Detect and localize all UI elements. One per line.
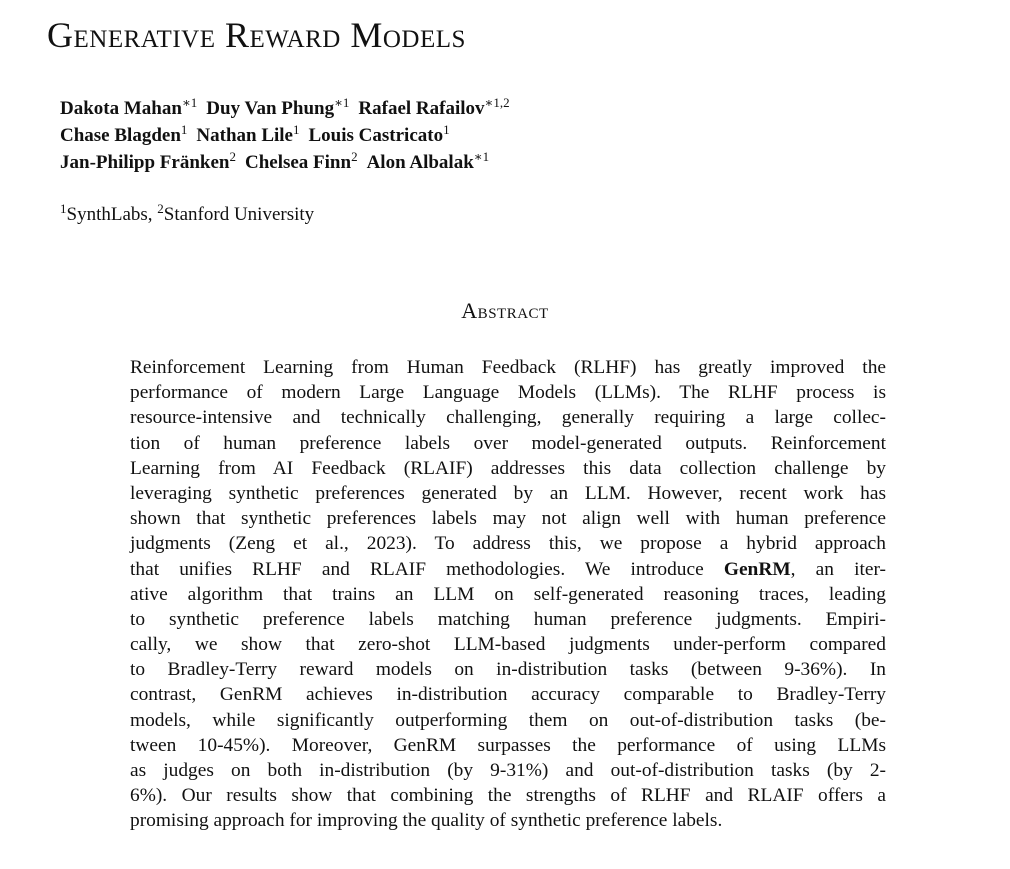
author-line	[60, 95, 519, 122]
author-name	[60, 149, 236, 173]
author-name	[366, 149, 490, 173]
author-affiliation-marker: 1	[443, 122, 450, 137]
author-line	[60, 122, 519, 149]
author-affiliation-marker: 1	[293, 122, 300, 137]
author-name	[196, 122, 300, 146]
author-name-text: Chase Blagden	[60, 125, 181, 146]
abstract-line: tween 10-45%). Moreover, GenRM surpasses the performance of using LLMs	[130, 734, 886, 756]
abstract-line: Learning from AI Feedback (RLAIF) addresses this data collection challenge by	[130, 457, 886, 479]
abstract-line: leveraging synthetic preferences generated by an LLM. However, recent work has	[130, 482, 886, 504]
author-name-text: Duy Van Phung	[206, 98, 335, 119]
author-name	[60, 122, 188, 146]
abstract-line: ative algorithm that trains an LLM on self-generated reasoning traces, leading	[130, 583, 886, 605]
author-affiliation-marker: ∗1	[181, 95, 198, 110]
method-name-emphasis: GenRM	[723, 558, 791, 580]
abstract-line: models, while significantly outperforming them on out-of-distribution tasks (be-	[130, 709, 886, 731]
author-affiliation-marker: 1	[180, 122, 188, 137]
author-name	[60, 95, 198, 119]
author-affiliation-marker: 2	[229, 149, 236, 164]
author-name-text: Jan-Philipp Fränken	[60, 152, 230, 173]
author-affiliation-marker: ∗1	[473, 149, 490, 164]
paper-title: Generative Reward Models	[47, 15, 466, 55]
abstract-line: contrast, GenRM achieves in-distribution accuracy comparable to Bradley-Terry	[130, 684, 886, 706]
affiliation-marker: 1	[60, 201, 67, 216]
author-affiliation-marker: ∗1	[334, 95, 350, 110]
affiliations: $^1$SynthLabs, $^2$Stanford University	[60, 201, 315, 225]
abstract-line: shown that synthetic preferences labels may not align well with human preference	[130, 508, 886, 530]
author-name-text: Alon Albalak	[366, 152, 474, 173]
abstract-line: that unifies RLHF and RLAIF methodologies. We introduce GenRM, an iter-	[130, 558, 886, 580]
abstract-line: as judges on both in-distribution (by 9-31%) and out-of-distribution tasks (by 2-	[130, 760, 886, 781]
author-name	[206, 95, 350, 119]
author-affiliation-marker: ∗1,2	[484, 95, 510, 110]
abstract-line: tion of human preference labels over model-generated outputs. Reinforcement	[130, 432, 886, 454]
author-name-text: Rafael Rafailov	[358, 98, 485, 119]
author-name	[358, 95, 510, 119]
affiliation-name: Stanford University	[163, 204, 315, 225]
abstract-line: promising approach for improving the quality of synthetic preference labels.	[130, 810, 723, 832]
abstract-line: Reinforcement Learning from Human Feedback (RLHF) has greatly improved the	[130, 357, 886, 378]
affiliation-marker: 2	[157, 201, 164, 216]
abstract-line: 6%). Our results show that combining the strengths of RLHF and RLAIF offers a	[130, 785, 886, 807]
abstract-line: to synthetic preference labels matching human preference judgments. Empiri-	[130, 608, 886, 630]
abstract-line: resource-intensive and technically challenging, generally requiring a large collec-	[130, 407, 886, 429]
author-name	[308, 122, 450, 146]
abstract-line: to Bradley-Terry reward models on in-distribution tasks (between 9-36%). In	[130, 659, 886, 681]
author-name-text: Chelsea Finn	[244, 152, 352, 173]
author-name-text: Louis Castricato	[308, 125, 444, 146]
author-list	[60, 95, 519, 176]
author-name-text: Nathan Lile	[196, 125, 293, 146]
abstract-line: cally, we show that zero-shot LLM-based judgments under-perform compared	[130, 634, 886, 656]
abstract-line: judgments (Zeng et al., 2023). To address this, we propose a hybrid approach	[130, 533, 886, 555]
author-affiliation-marker: 2	[351, 149, 358, 164]
author-line	[60, 149, 519, 176]
abstract-heading: Abstract	[461, 298, 549, 323]
abstract-body	[130, 355, 886, 834]
author-name-text: Dakota Mahan	[60, 98, 182, 119]
abstract-line: performance of modern Large Language Models (LLMs). The RLHF process is	[130, 382, 886, 404]
affiliation-name: SynthLabs	[66, 204, 148, 225]
author-name	[244, 149, 358, 173]
